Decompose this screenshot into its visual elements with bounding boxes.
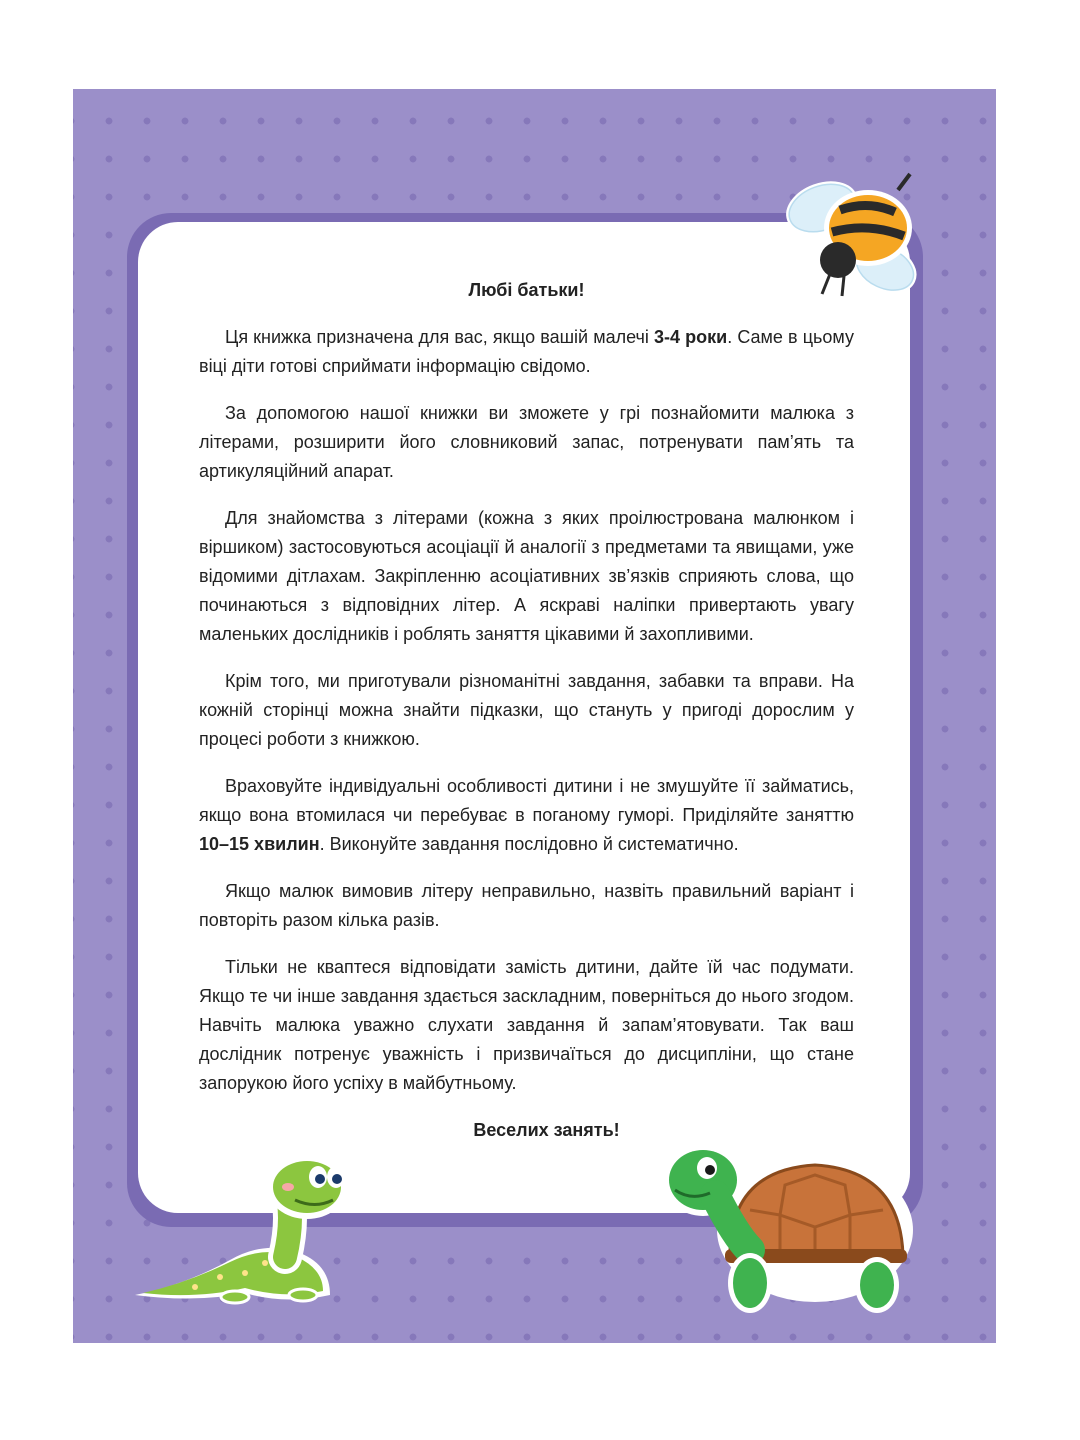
paragraph-4: Крім того, ми приготували різноманітні завдання, забавки та вправи. На кожній сторінці можна знайти підказки, що стануть у пригоді дорослим у процесі роботи з книжкою. — [199, 671, 854, 749]
duration-highlight: 10–15 хвилин — [199, 834, 320, 854]
letter-text — [199, 276, 854, 1145]
age-highlight: 3-4 роки — [654, 327, 728, 347]
paragraph-3: Для знайомства з літерами (кожна з яких проілюстрована малюнком і віршиком) застосовуються асоціації й аналогії з предметами та явищами, уже відомими дітлахам. Закріпленню асоціативних зв’язків сприяють слова, що починаються з відповідних літер. А яскраві наліпки привертають увагу маленьких дослідників і роблять заняття цікавими й захопливими. — [199, 508, 854, 644]
lizard-icon — [125, 1145, 360, 1315]
paragraph-5: Враховуйте індивідуальні особливості дитини і не змушуйте її займатись, якщо вона втомилася чи перебуває в поганому гуморі. Приділяйте заняттю 10–15 хвилин. Виконуйте завдання послідовно й систематично. — [199, 776, 854, 854]
letter-closing: Веселих занять! — [473, 1120, 620, 1140]
paragraph-7: Тільки не кваптеся відповідати замість дитини, дайте їй час подумати. Якщо те чи інше завдання здається заскладним, поверніться до нього згодом. Навчіть малюка уважно слухати завдання й запам’ятовувати. Так ваш дослідник потренує уважність і призвичаїться до дисципліни, що стане запорукою його успіху в майбутньому. — [199, 957, 854, 1093]
paragraph-1: Ця книжка призначена для вас, якщо вашій малечі 3-4 роки. Саме в цьому віці діти готові сприймати інформацію свідомо. — [199, 327, 854, 376]
paragraph-2: За допомогою нашої книжки ви зможете у грі познайомити малюка з літерами, розширити його словниковий запас, потренувати пам’ять та артикуляційний апарат. — [199, 403, 854, 481]
bee-icon — [770, 170, 930, 305]
letter-heading: Любі батьки! — [468, 280, 585, 300]
turtle-icon — [655, 1135, 920, 1320]
paragraph-6: Якщо малюк вимовив літеру неправильно, назвіть правильний варіант і повторіть разом кілька разів. — [199, 881, 854, 930]
